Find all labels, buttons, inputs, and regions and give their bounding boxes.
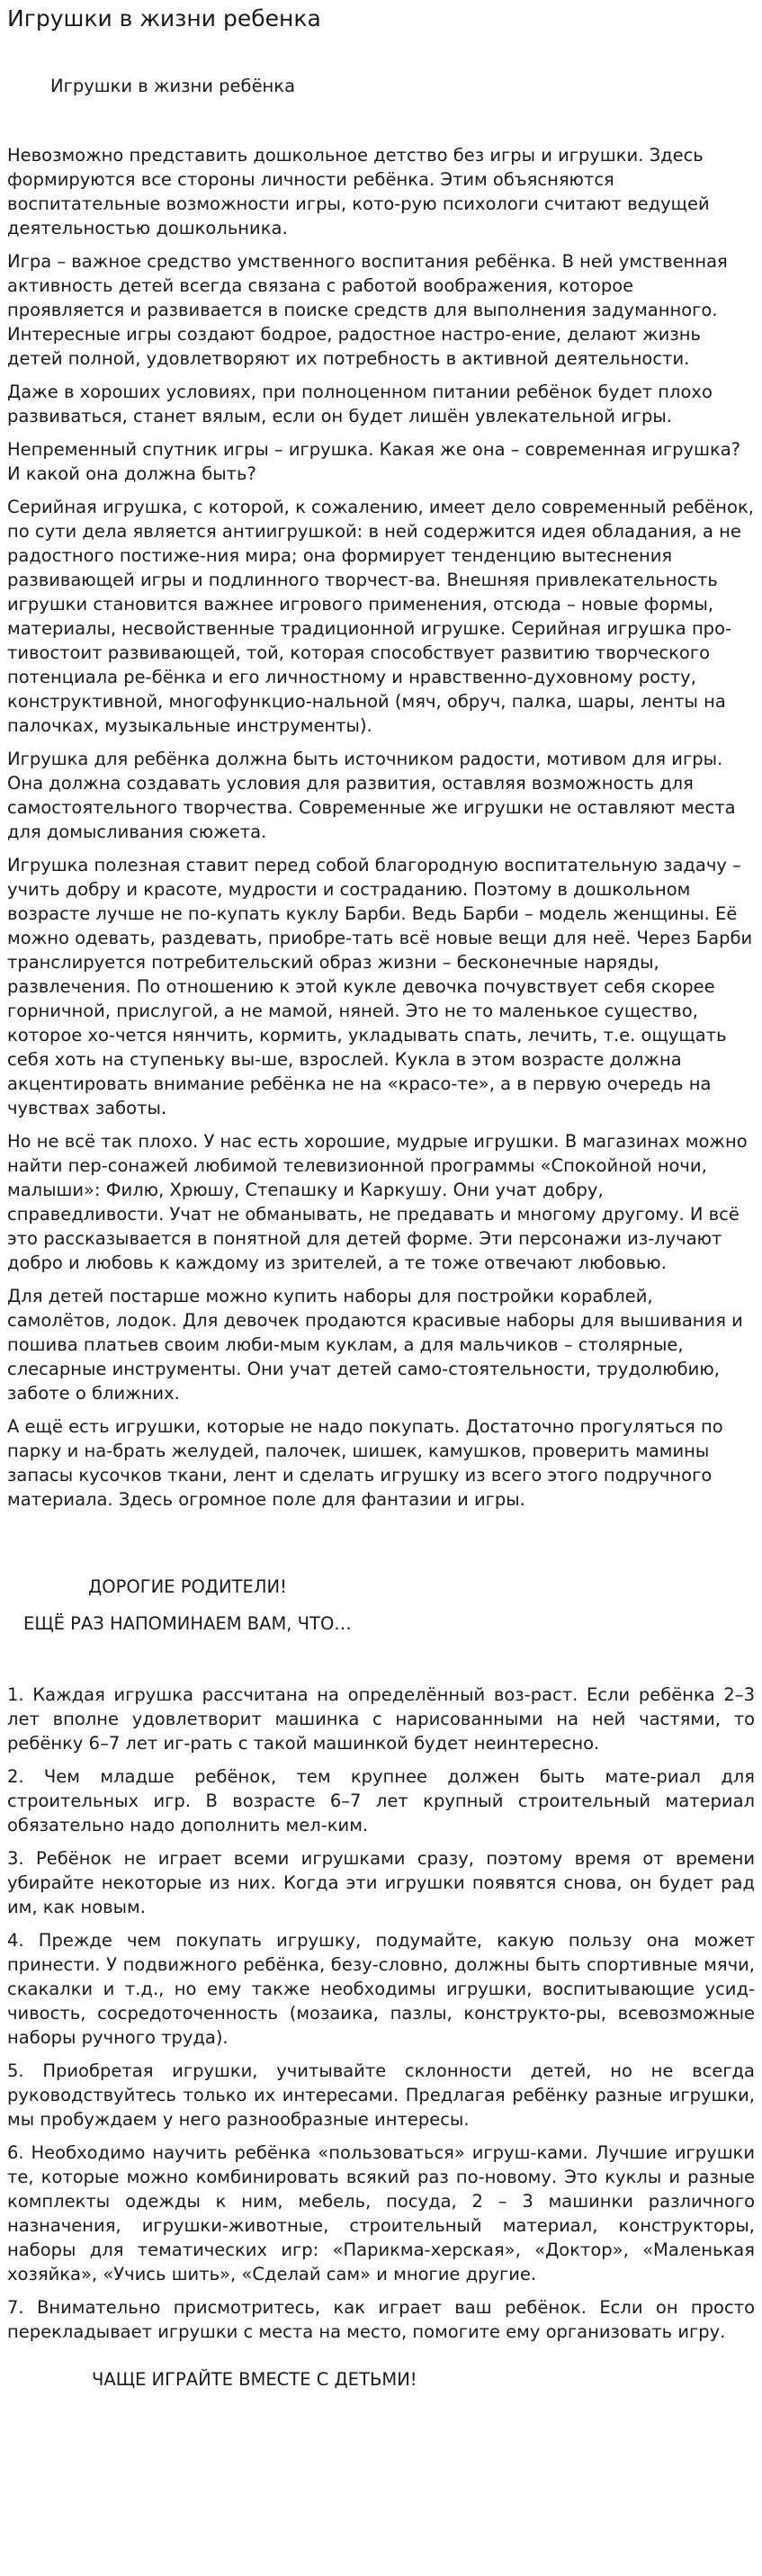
list-item: 6. Необходимо научить ребёнка «пользоваться» игруш-ками. Лучшие игрушки те, которые можно комбинировать всякий раз по-новому. Это куклы и разные комплекты одежды к ним, мебель, посуда, 2 – 3 машинки различного назначения, игрушки-животные, строительный материал, конструкторы, наборы для тематических игр: «Парикма-херская», «Доктор», «Маленькая хозяйка», «Учись шить», «Сделай сам» и многие другие. [7, 2142, 755, 2284]
article-paragraph: Игрушка полезная ставит перед собой благородную воспитательную задачу – учить добру и красоте, мудрости и состраданию. Поэтому в дошкольном возрасте лучше не по-купать куклу Барби. Ведь Барби – модель женщины. Её можно одевать, раздевать, приобре-тать всё новые вещи для неё. Через Барби транслируется потребительский образ жизни – бесконечные наряды, развлечения. По отношению к этой кукле девочка почувствует себя скорее горничной, прислугой, а не мамой, няней. Это не то маленькое существо, которое хо-чется нянчить, кормить, укладывать спать, лечить, т.е. ощущать себя хоть на ступеньку вы-ше, взрослей. Кукла в этом возрасте должна акцентировать внимание ребёнка не на «красо-те», а в первую очередь на чувствах заботы. [7, 855, 753, 1118]
list-item: 7. Внимательно присмотритесь, как играет ваш ребёнок. Если он просто перекладывает игрушки с места на место, помогите ему организовать игру. [7, 2297, 755, 2342]
article-paragraph: Серийная игрушка, с которой, к сожалению, имеет дело современный ребёнок, по сути дела является антиигрушкой: в ней содержится идея обладания, а не радостного постиже-ния мира; она формирует тенденцию вытеснения развивающей игры и подлинного творчест-ва. Внешняя привлекательность игрушки становится важнее игрового применения, отсюда – новые формы, материалы, несвойственные традиционной игрушке. Серийная игрушка про-тивостоит развивающей, той, которая способствует развитию творческого потенциала ре-бёнка и его личностному и нравственно-духовному росту, конструктивной, многофункцио-нальной (мяч, обруч, палка, шары, ленты на палочках, музыкальные инструменты). [7, 497, 754, 736]
list-item: 1. Каждая игрушка рассчитана на определённый воз-раст. Если ребёнка 2–3 лет вполне удовлетворит машинка с нарисованными на ней частями, то ребёнку 6–7 лет иг-рать с такой машинкой будет неинтересно. [7, 1684, 755, 1754]
list-item: 4. Прежде чем покупать игрушку, подумайте, какую пользу она может принести. У подвижного ребёнка, безу-словно, должны быть спортивные мячи, скакалки и т.д., но ему также необходимы игрушки, воспитывающие усид-чивость, сосредоточенность (мозаика, пазлы, конструкто-ры, всевозможные наборы ручного труда). [7, 1930, 755, 2048]
list-item: 5. Приобретая игрушки, учитывайте склонности детей, но не всегда руководствуйтесь только их интересами. Предлагая ребёнку разные игрушки, мы пробуждаем у него разнообразные интересы. [7, 2060, 755, 2130]
tips-list [7, 1683, 755, 2344]
article-paragraph: Но не всё так плохо. У нас есть хорошие, мудрые игрушки. В магазинах можно найти пер-сонажей любимой телевизионной программы «Спокойной ночи, малыши»: Филю, Хрюшу, Степашку и Каркушу. Они учат добру, справедливости. Учат не обманывать, не предавать и многому другому. И всё это рассказывается в понятной для детей форме. Эти персонажи из-лучают добро и любовь к каждому из зрителей, а те тоже отвечают любовью. [7, 1131, 748, 1273]
notice-section [7, 1575, 755, 1636]
page-title: Игрушки в жизни ребенка [7, 5, 321, 31]
list-item: 2. Чем младше ребёнок, тем крупнее должен быть мате-риал для строительных игр. В возрасте 6–7 лет крупный строительный материал обязательно надо дополнить мел-ким. [7, 1766, 755, 1836]
article-paragraph: Невозможно представить дошкольное детство без игры и игрушки. Здесь формируются все стороны личности ребёнка. Этим объясняются воспитательные возможности игры, кото-рую психологи считают ведущей деятельностью дошкольника. [7, 145, 710, 238]
article-paragraph: Игрушка для ребёнка должна быть источником радости, мотивом для игры. Она должна создавать условия для развития, оставляя возможность для самостоятельного творчества. Современные же игрушки не оставляют места для домысливания сюжета. [7, 749, 736, 842]
article-paragraph: Даже в хороших условиях, при полноценном питании ребёнок будет плохо развиваться, станет вялым, если он будет лишён увлекательной игры. [7, 381, 713, 426]
article-body [7, 143, 755, 1512]
article-paragraph: Непременный спутник игры – игрушка. Какая же она – современная игрушка? И какой она должна быть? [7, 439, 741, 484]
article-paragraph: А ещё есть игрушки, которые не надо покупать. Достаточно прогуляться по парку и на-брать желудей, палочек, шишек, камушков, проверить мамины запасы кусочков ткани, лент и сделать игрушку из всего этого подручного материала. Здесь огромное поле для фантазии и игры. [7, 1416, 723, 1510]
document-page [0, 4, 762, 2392]
notice-subheading: ЕЩЁ РАЗ НАПОМИНАЕМ ВАМ, ЧТО… [23, 1613, 352, 1634]
closing-note: ЧАЩЕ ИГРАЙТЕ ВМЕСТЕ С ДЕТЬМИ! [92, 2369, 417, 2390]
article-paragraph: Игра – важное средство умственного воспитания ребёнка. В ней умственная активность детей всегда связана с работой воображения, которое проявляется и развивается в поиске средств для выполнения задуманного. Интересные игры создают бодрое, радостное настро-ение, делают жизнь детей полной, удовлетворяют их потребность в активной деятельности. [7, 251, 728, 369]
list-item: 3. Ребёнок не играет всеми игрушками сразу, поэтому время от времени убирайте некоторые из них. Когда эти игрушки появятся снова, он будет рад им, как новым. [7, 1848, 755, 1917]
article-paragraph: Для детей постарше можно купить наборы для постройки кораблей, самолётов, лодок. Для девочек продаются красивые наборы для вышивания и пошива платьев своим люби-мым куклам, а для мальчиков – столярные, слесарные инструменты. Они учат детей само-стоятельности, трудолюбию, заботе о ближних. [7, 1286, 743, 1404]
notice-heading: ДОРОГИЕ РОДИТЕЛИ! [88, 1576, 287, 1597]
article-subtitle: Игрушки в жизни ребёнка [50, 76, 296, 96]
